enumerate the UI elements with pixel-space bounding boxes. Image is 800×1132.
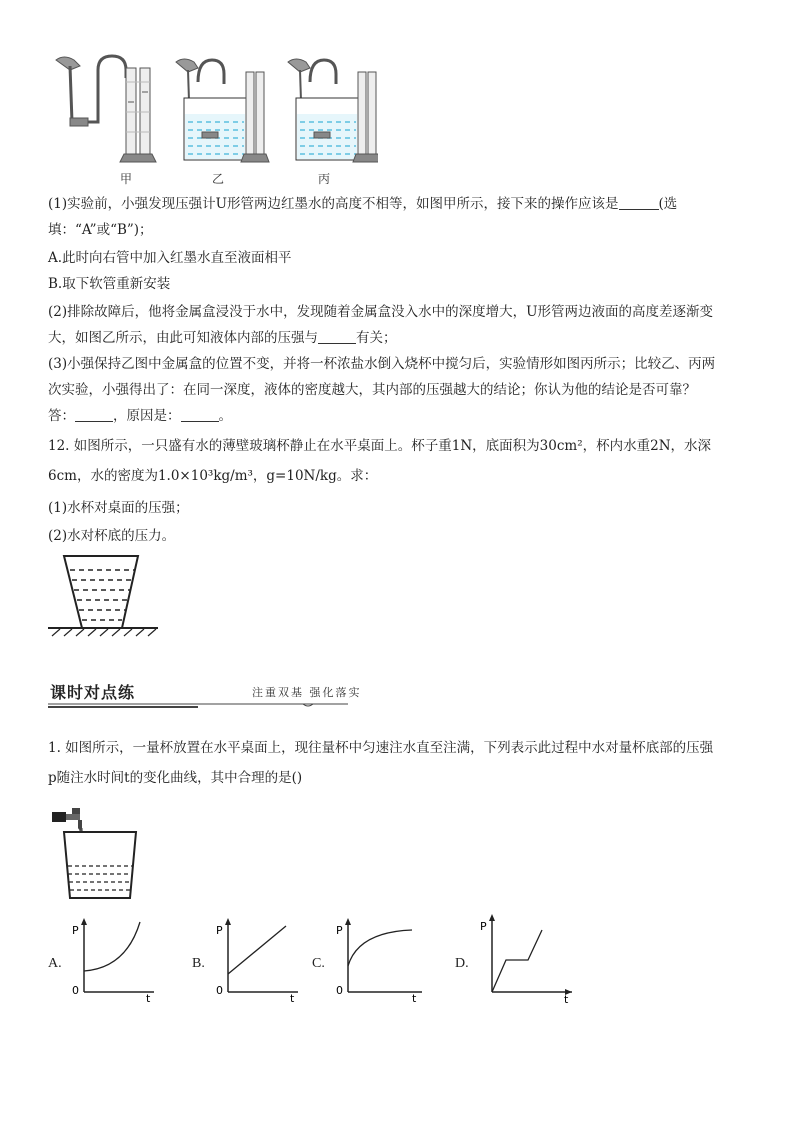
- option-a-label[interactable]: A.: [48, 956, 62, 971]
- curve-b: [228, 926, 286, 974]
- axis-x-label: t: [290, 992, 295, 1004]
- answer-blank[interactable]: [619, 195, 659, 210]
- caption-jia: 甲: [120, 172, 133, 186]
- axis-y-label: P: [216, 924, 223, 937]
- graph-option-d[interactable]: [476, 912, 576, 1004]
- answer-blank[interactable]: [75, 407, 113, 422]
- curve-a: [84, 922, 140, 971]
- caption-bing: 丙: [318, 172, 331, 186]
- option-c-label[interactable]: C.: [312, 956, 325, 971]
- q11-option-b: B.取下软管重新安装: [48, 276, 171, 292]
- q11-part3-cont: 次实验，小强得出了：在同一深度，液体的密度越大，其内部的压强越大的结论；你认为他的结论是否可靠？: [48, 382, 696, 398]
- axis-x-label: t: [564, 993, 569, 1004]
- curve-c: [348, 930, 412, 966]
- q1-line1: 1. 如图所示，一量杯放置在水平桌面上，现往量杯中匀速注水直至注满，下列表示此过程中水对量杯底部的压强: [48, 740, 714, 756]
- section-title: 课时对点练: [50, 683, 136, 702]
- manometer-yi: [176, 59, 269, 162]
- answer-blank[interactable]: [181, 407, 219, 422]
- caption-yi: 乙: [212, 172, 225, 186]
- q11-answer-line: 答： ，原因是： 。: [48, 408, 232, 424]
- graph-option-c[interactable]: [332, 916, 426, 1004]
- answer-blank[interactable]: [318, 329, 356, 344]
- q11-part1: (1)实验前，小强发现压强计U形管两边红墨水的高度不相等，如图甲所示，接下来的操作应该是 (选: [48, 196, 678, 212]
- option-d-label[interactable]: D.: [455, 956, 469, 971]
- section-slogan: 注重双基 强化落实: [252, 686, 362, 699]
- section-underline: [48, 700, 370, 712]
- graph-option-b[interactable]: [212, 916, 302, 1004]
- q11-part3: (3)小强保持乙图中金属盒的位置不变，并将一杯浓盐水倒入烧杯中搅匀后，实验情形如图丙所示；比较乙、丙两: [48, 356, 716, 372]
- axis-x-label: t: [412, 992, 417, 1004]
- q11-part2: (2)排除故障后，他将金属盒浸没于水中，发现随着金属盒没入水中的深度增大，U形管两边液面的高度差逐渐变: [48, 304, 713, 320]
- glass-of-water-figure: [46, 552, 164, 638]
- axis-y-label: P: [72, 924, 79, 937]
- measuring-cup-figure: [50, 806, 150, 906]
- option-b-label[interactable]: B.: [192, 956, 205, 971]
- axis-origin-label: 0: [336, 984, 343, 997]
- axis-origin-label: 0: [72, 984, 79, 997]
- q12-line2: 6cm，水的密度为1.0×10³kg/m³，g=10N/kg。求：: [48, 468, 378, 484]
- manometer-bing: [288, 59, 378, 162]
- axis-x-label: t: [146, 992, 151, 1004]
- manometer-jia: [56, 56, 156, 162]
- axis-origin-label: 0: [216, 984, 223, 997]
- q1-line2: p随注水时间t的变化曲线，其中合理的是(): [48, 770, 303, 786]
- q12-line1: 12. 如图所示，一只盛有水的薄壁玻璃杯静止在水平桌面上。杯子重1N，底面积为30cm²，杯内水重2N，水深: [48, 438, 712, 454]
- axis-y-label: P: [336, 924, 343, 937]
- q12-sub1: (1)水杯对桌面的压强；: [48, 500, 189, 516]
- curve-d: [492, 930, 542, 992]
- q11-option-a: A.此时向右管中加入红墨水直至液面相平: [48, 250, 292, 266]
- manometer-figure: [48, 52, 378, 170]
- q11-part2-cont: 大，如图乙所示，由此可知液体内部的压强与 有关；: [48, 330, 397, 346]
- q11-part1-cont: 填：“A”或“B”)；: [48, 222, 153, 238]
- q12-sub2: (2)水对杯底的压力。: [48, 528, 176, 544]
- axis-y-label: P: [480, 920, 487, 933]
- graph-option-a[interactable]: [68, 916, 158, 1004]
